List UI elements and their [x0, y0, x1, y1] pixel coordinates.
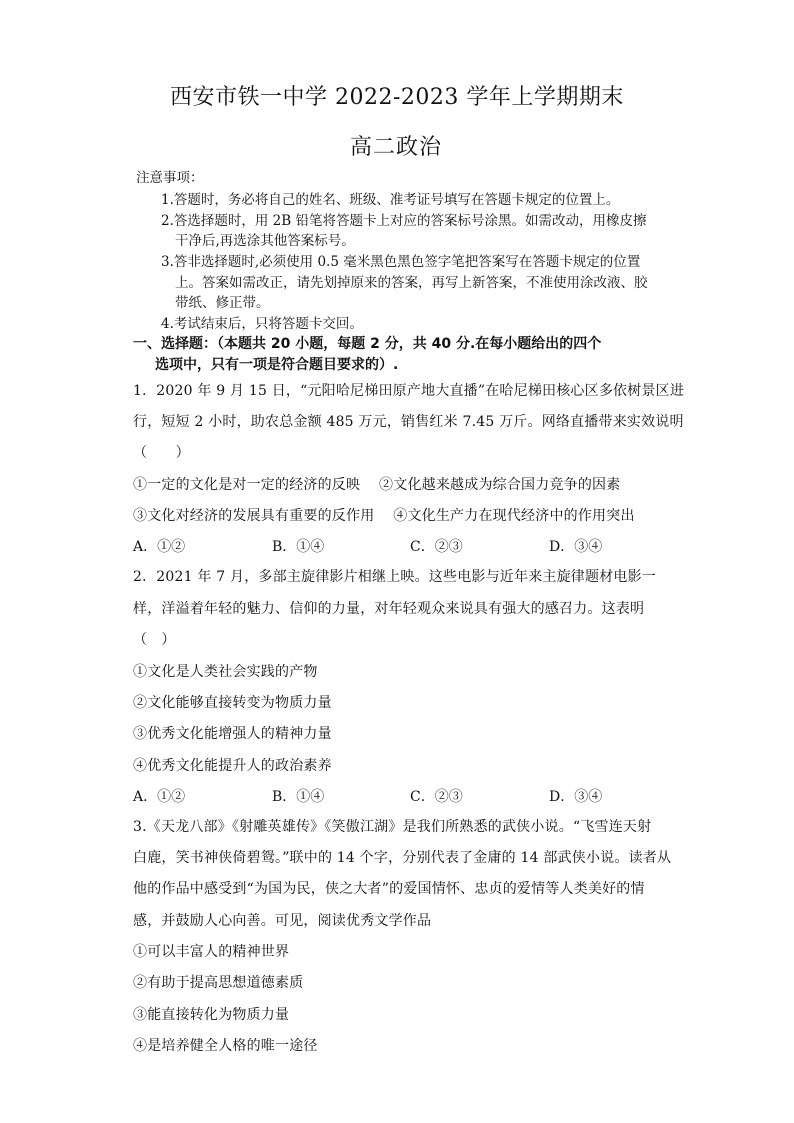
option-a: A．①②: [133, 789, 186, 805]
statement-line: ①文化是人类社会实践的产物: [133, 664, 318, 680]
option-b: B．①④: [272, 789, 325, 805]
notice-line: 4.考试结束后，只将答题卡交回。: [161, 316, 363, 332]
subject-title: 高二政治: [350, 135, 443, 160]
question-stem: 他的作品中感受到“为国为民，侠之大者”的爱国情怀、忠贞的爱情等人类美好的情: [133, 881, 645, 897]
option-a: A．①②: [133, 539, 186, 555]
statement-line: ③优秀文化能增强人的精神力量: [133, 726, 332, 742]
section-heading: 一、选择题：（本题共 20 小题，每题 2 分，共 40 分.在每小题给出的四个: [133, 336, 602, 352]
notice-line: 1.答题时，务必将自己的姓名、班级、准考证号填写在答题卡规定的位置上。: [161, 192, 620, 208]
question-stem: 行，短短 2 小时，助农总金额 485 万元，销售红米 7.45 万斤。网络直播带来实效说明: [133, 414, 684, 430]
exam-title: 西安市铁一中学 2022-2023 学年上学期期末: [170, 85, 624, 110]
answer-blank: （ ）: [133, 632, 176, 648]
question-stem: 3.《天龙八部》《射雕英雄传》《笑傲江湖》是我们所熟悉的武侠小说。“飞雪连天射: [133, 819, 652, 835]
question-stem: 1．2020 年 9 月 15 日，“元阳哈尼梯田原产地大直播”在哈尼梯田核心区多依树景区进: [133, 383, 685, 399]
option-d: D．③④: [549, 789, 603, 805]
statement-line: ②有助于提高思想道德素质: [133, 975, 304, 991]
question-stem: 2．2021 年 7 月，多部主旋律影片相继上映。这些电影与近年来主旋律题材电影一: [133, 569, 656, 585]
statement-line: ①可以丰富人的精神世界: [133, 944, 290, 960]
notice-line: 干净后,再选涂其他答案标号。: [175, 233, 355, 249]
notice-line: 2.答选择题时，用 2B 铅笔将答题卡上对应的答案标号涂黑。如需改动，用橡皮擦: [161, 213, 647, 229]
statement-line: ④是培养健全人格的唯一途径: [133, 1038, 318, 1054]
option-c: C．②③: [410, 539, 463, 555]
question-stem: 样，洋溢着年轻的魅力、信仰的力量，对年轻观众来说具有强大的感召力。这表明: [133, 601, 645, 617]
answer-blank: （ ）: [133, 445, 190, 461]
question-stem: 感，并鼓励人心向善。可见，阅读优秀文学作品: [133, 913, 432, 929]
notice-line: 带纸、修正带。: [175, 295, 270, 311]
statement-line: ④优秀文化能提升人的政治素养: [133, 758, 332, 774]
section-heading-cont: 选项中，只有一项是符合题目要求的）.: [155, 357, 399, 373]
statement-line: ③能直接转化为物质力量: [133, 1007, 290, 1023]
statement-line: ③文化对经济的发展具有重要的反作用 ④文化生产力在现代经济中的作用突出: [133, 508, 635, 524]
question-stem: 白鹿，笑书神侠倚碧鸳。”联中的 14 个字，分别代表了金庸的 14 部武侠小说。读者从: [133, 850, 672, 866]
option-b: B．①④: [272, 539, 325, 555]
notice-heading: 注意事项：: [136, 170, 204, 186]
statement-line: ②文化能够直接转变为物质力量: [133, 695, 332, 711]
statement-line: ①一定的文化是对一定的经济的反映 ②文化越来越成为综合国力竞争的因素: [133, 477, 621, 493]
option-c: C．②③: [410, 789, 463, 805]
option-d: D．③④: [549, 539, 603, 555]
notice-line: 上。答案如需改正，请先划掉原来的答案，再写上新答案，不准使用涂改液、胶: [175, 275, 648, 291]
notice-line: 3.答非选择题时,必须使用 0.5 毫米黑色黑色签字笔把答案写在答题卡规定的位置: [161, 254, 641, 270]
